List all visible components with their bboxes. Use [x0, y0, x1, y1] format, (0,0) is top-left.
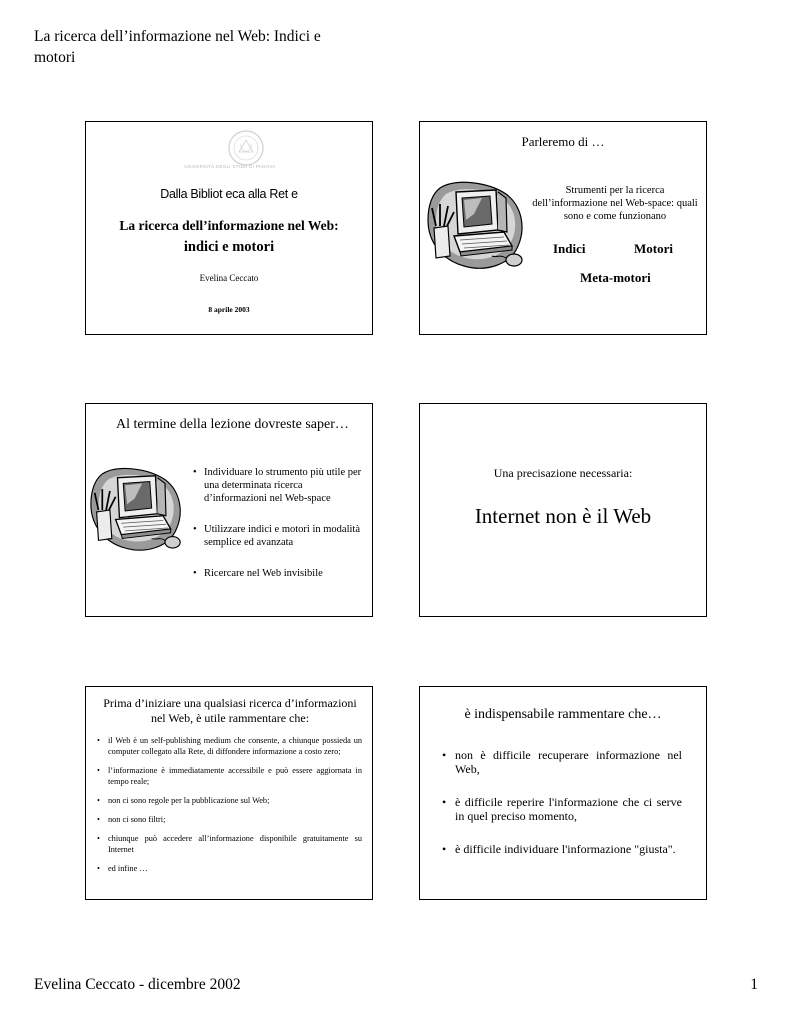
- slide-pre-title: Dalla Bibliot eca alla Ret e: [160, 187, 298, 201]
- slide-main-statement: Internet non è il Web: [474, 504, 652, 528]
- slide-subtitle: indici e motori: [183, 239, 275, 255]
- slide-5: [85, 686, 373, 900]
- slide-heading: Al termine della lezione dovreste saper…: [116, 417, 349, 432]
- slide-4: [419, 403, 707, 617]
- slide-heading: è indispensabile rammentare che…: [464, 707, 662, 722]
- list-item: • Individuare lo strumento più utile per una determinata ricerca d’informazioni nel Web-space: [193, 466, 365, 505]
- list-item: • Utilizzare indici e motori in modalità semplice ed avanzata: [193, 523, 365, 549]
- list-item: • non ci sono regole per la pubblicazione sul Web;: [96, 795, 362, 806]
- computer-clipart-icon: [426, 180, 526, 272]
- list-item: • non ci sono filtri;: [96, 814, 362, 825]
- slide-pre-title: Una precisazione necessaria:: [493, 466, 633, 480]
- slide-author: Evelina Ceccato: [199, 273, 259, 283]
- list-item: • il Web è un self-publishing medium che consente, a chiunque possieda un computer collegato alla Rete, di diffondere informazione a costo zero;: [96, 735, 362, 757]
- slide-date: 8 aprile 2003: [208, 305, 250, 314]
- footer-author: Evelina Ceccato - dicembre 2002: [34, 976, 241, 993]
- university-seal-icon: [213, 128, 279, 168]
- term-meta-motori: Meta-motori: [580, 270, 651, 285]
- slide-1: [85, 121, 373, 335]
- bullet-list: [193, 466, 365, 580]
- slide-title: La ricerca dell’informazione nel Web:: [119, 218, 339, 233]
- list-item: • chiunque può accedere all’informazione disponibile gratuitamente su Internet: [96, 833, 362, 855]
- bullet-list: [442, 748, 682, 875]
- slide-2: [419, 121, 707, 335]
- slide-6: [419, 686, 707, 900]
- seal-text: UNIVERSITÀ DEGLI STUDI DI PADOVA: [184, 164, 276, 169]
- slide-heading: Prima d’iniziare una qualsiasi ricerca d’informazioni nel Web, è utile rammentare che:: [103, 696, 357, 725]
- list-item: • ed infine …: [96, 863, 362, 874]
- bullet-list: [96, 735, 362, 882]
- list-item: • Ricercare nel Web invisibile: [193, 567, 365, 580]
- list-item: • è difficile reperire l'informazione che ci serve in quel preciso momento,: [442, 795, 682, 823]
- list-item: • non è difficile recuperare informazione nel Web,: [442, 748, 682, 776]
- slide-heading: Parleremo di …: [521, 134, 605, 149]
- list-item: • è difficile individuare l'informazione "giusta".: [442, 842, 682, 856]
- slide-3: [85, 403, 373, 617]
- page-number: 1: [750, 976, 758, 993]
- slide-description: Strumenti per la ricerca dell’informazione nel Web-space: quali sono e come funzionano: [532, 185, 698, 222]
- document-title: La ricerca dell’informazione nel Web: Indici e motori: [34, 28, 321, 66]
- computer-clipart-icon: [89, 466, 184, 554]
- term-indici: Indici: [553, 241, 586, 256]
- list-item: • l’informazione è immediatamente accessibile e può essere aggiornata in tempo reale;: [96, 765, 362, 787]
- term-motori: Motori: [634, 241, 673, 256]
